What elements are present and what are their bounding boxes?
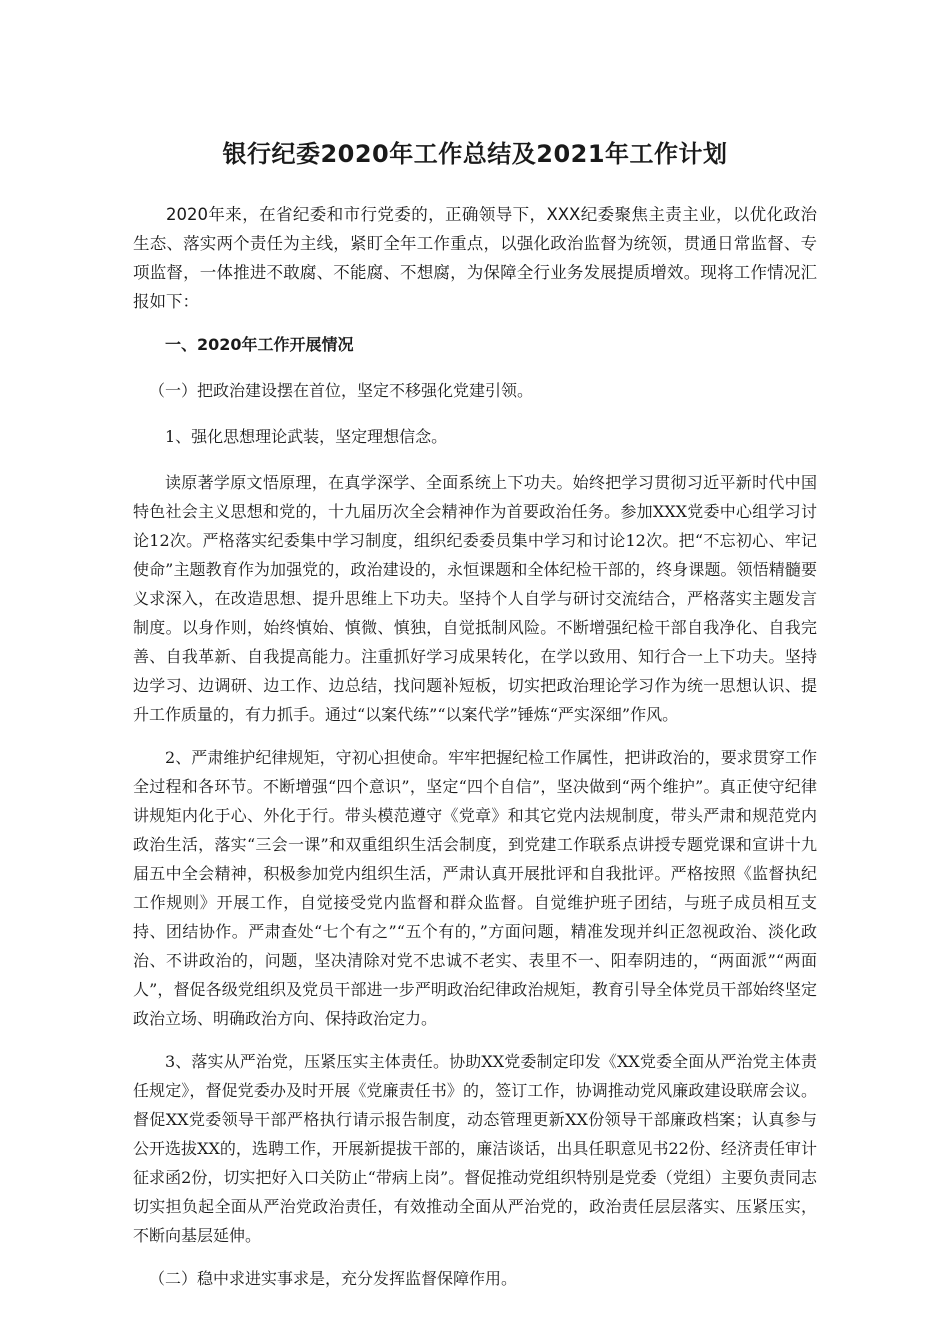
document-body — [133, 132, 817, 1310]
section-heading: 一、2020年工作开展情况 — [165, 335, 354, 354]
body-paragraph: 2、严肃维护纪律规矩，守初心担使命。牢牢把握纪检工作属性，把讲政治的，要求贯穿工作全过程和各环节。不断增强“四个意识”，坚定“四个自信”，坚决做到“两个维护”。真正使守纪律讲规矩内化于心、外化于行。带头模范遵守《党章》和其它党内法规制度，带头严肃和规范党内政治生活，落实“三会一课”和双重组织生活会制度，到党建工作联系点讲授专题党课和宣讲十九届五中全会精神，积极参加党内组织生活，严肃认真开展批评和自我批评。严格按照《监督执纪工作规则》开展工作，自觉接受党内监督和群众监督。自觉维护班子团结，与班子成员相互支持、团结协作。严肃查处“七个有之”“五个有的，”方面问题，精准发现并纠正忽视政治、淡化政治、不讲政治的，问题，坚决清除对党不忠诚不老实、表里不一、阳奉阴违的，“两面派”“两面人”，督促各级党组织及党员干部进一步严明政治纪律政治规矩，教育引导全体党员干部始终坚定政治立场、明确政治方向、保持政治定力。 — [133, 748, 817, 1028]
item-heading: 1、强化思想理论武装，坚定理想信念。 — [165, 427, 448, 446]
body-paragraph: 3、落实从严治党，压紧压实主体责任。协助XX党委制定印发《XX党委全面从严治党主体责任规定》，督促党委办及时开展《党廉责任书》的，签订工作，协调推动党风廉政建设联席会议。督促XX党委领导干部严格执行请示报告制度，动态管理更新XX份领导干部廉政档案；认真参与公开选拔XX的，选聘工作，开展新提拔干部的，廉洁谈话，出具任职意见书22份、经济责任审计征求函2份，切实把好入口关防止“带病上岗”。督促推动党组织特别是党委（党组）主要负责同志切实担负起全面从严治党政治责任，有效推动全面从严治党的，政治责任层层落实、压紧压实，不断向基层延伸。 — [133, 1052, 817, 1245]
subsection-heading: （二）稳中求进实事求是，充分发挥监督保障作用。 — [149, 1269, 518, 1288]
subsection-heading: （一）把政治建设摆在首位，坚定不移强化党建引领。 — [149, 381, 534, 400]
document-title: 银行纪委2020年工作总结及2021年工作计划 — [222, 140, 728, 168]
intro-paragraph: 2020年来，在省纪委和市行党委的，正确领导下，XXX纪委聚焦主责主业，以优化政治生态、落实两个责任为主线，紧盯全年工作重点，以强化政治监督为统领，贯通日常监督、专项监督，一体推进不敢腐、不能腐、不想腐，为保障全行业务发展提质增效。现将工作情况汇报如下： — [133, 205, 817, 311]
body-paragraph: 读原著学原文悟原理，在真学深学、全面系统上下功夫。始终把学习贯彻习近平新时代中国特色社会主义思想和党的，十九届历次全会精神作为首要政治任务。参加XXX党委中心组学习讨论12次。严格落实纪委集中学习制度，组织纪委委员集中学习和讨论12次。把“不忘初心、牢记使命”主题教育作为加强党的，政治建设的，永恒课题和全体纪检干部的，终身课题。领悟精髓要义求深入，在改造思想、提升思维上下功夫。坚持个人自学与研讨交流结合，严格落实主题发言制度。以身作则，始终慎始、慎微、慎独，自觉抵制风险。不断增强纪检干部自我净化、自我完善、自我革新、自我提高能力。注重抓好学习成果转化，在学以致用、知行合一上下功夫。坚持边学习、边调研、边工作、边总结，找问题补短板，切实把政治理论学习作为统一思想认识、提升工作质量的，有力抓手。通过“以案代练”“以案代学”锤炼“严实深细”作风。 — [133, 473, 817, 724]
